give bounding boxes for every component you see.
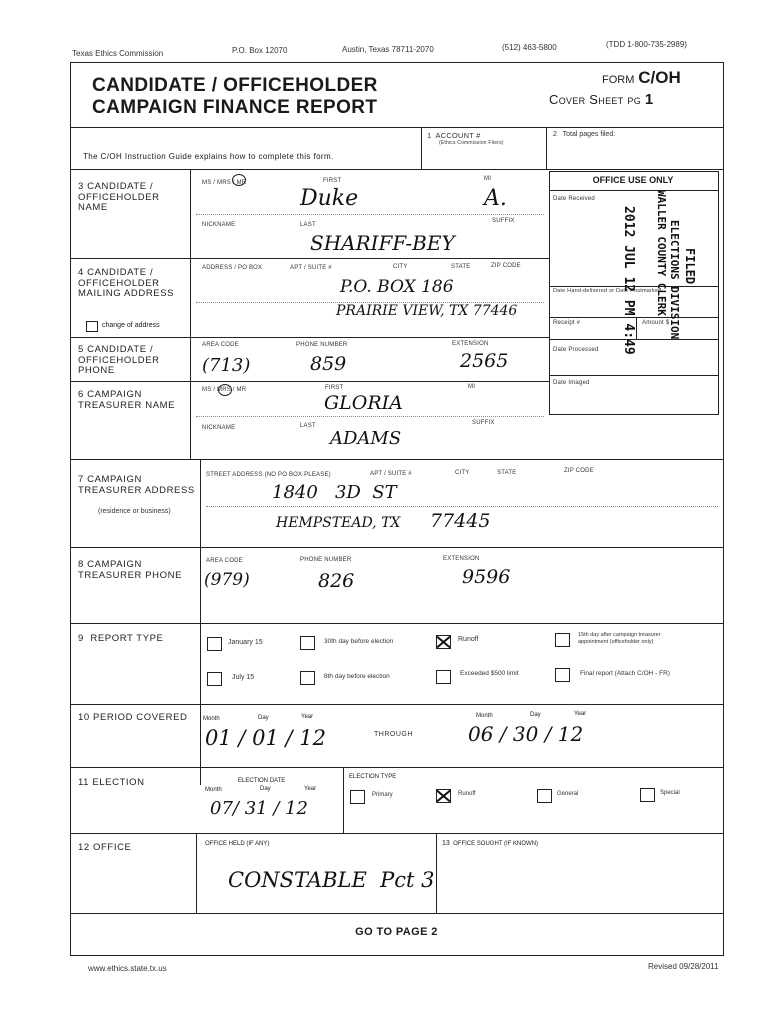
account-label: ACCOUNT #	[435, 131, 481, 140]
s3-suffix-label: SUFFIX	[492, 218, 515, 224]
election-runoff-checkbox[interactable]	[436, 789, 451, 803]
footer-revised: Revised 09/28/2011	[648, 962, 719, 971]
office-held-value[interactable]: CONSTABLE Pct 3	[228, 868, 435, 892]
section-7-num: 7	[78, 474, 84, 485]
section-9-label	[78, 634, 164, 645]
total-pages-num: 2	[553, 131, 557, 138]
candidate-phone-extension[interactable]: 2565	[460, 350, 509, 372]
section-9-text: REPORT TYPE	[90, 633, 164, 644]
report-exceeded-checkbox[interactable]	[436, 670, 451, 684]
treasurer-area-code[interactable]: (979)	[204, 570, 250, 590]
election-type-label: ELECTION TYPE	[349, 774, 397, 780]
candidate-first-name[interactable]: Duke	[300, 186, 359, 211]
section-5-text: CANDIDATE / OFFICEHOLDER PHONE	[78, 344, 160, 376]
receipt-label: Receipt #	[553, 320, 581, 326]
section-5-label	[78, 345, 188, 377]
s3-mi-label: MI	[484, 176, 492, 182]
s3-title-label: MS / MRS / MR	[202, 180, 247, 186]
section-13-text: OFFICE SOUGHT (IF KNOWN)	[453, 841, 539, 847]
s4-apt-label: APT / SUITE #	[290, 265, 332, 271]
form-prefix: FORM	[602, 74, 635, 86]
cover-sheet-label	[549, 91, 654, 108]
agency-city: Austin, Texas 78711-2070	[342, 45, 434, 54]
s7-sub-label: (residence or business)	[98, 508, 171, 515]
s7-state-label: STATE	[497, 470, 517, 476]
report-30day-checkbox[interactable]	[300, 636, 315, 650]
candidate-address-line2[interactable]: PRAIRIE VIEW, TX 77446	[336, 303, 518, 319]
report-jan15-label: January 15	[228, 639, 263, 646]
section-8-num: 8	[78, 559, 84, 570]
s4-zip-label: ZIP CODE	[491, 263, 521, 269]
section-3-label	[78, 182, 188, 214]
s6-mi-label: MI	[468, 384, 476, 390]
candidate-area-code[interactable]: (713)	[202, 355, 251, 376]
account-num: 1	[427, 131, 432, 140]
section-11-label	[78, 778, 145, 789]
election-date-label: ELECTION DATE	[238, 778, 286, 784]
s3-first-label: FIRST	[323, 178, 342, 184]
section-13-num: 13	[442, 840, 450, 847]
s7-street-label: STREET ADDRESS (NO PO BOX PLEASE)	[206, 472, 331, 478]
period-to-date[interactable]: 06 / 30 / 12	[468, 722, 584, 746]
report-jul15-checkbox[interactable]	[207, 672, 222, 686]
s3-title-circle	[232, 174, 246, 186]
report-jan15-checkbox[interactable]	[207, 637, 222, 651]
section-12-label	[78, 843, 131, 854]
agency-tdd: (TDD 1-800-735-2989)	[606, 40, 687, 49]
s6-suffix-label: SUFFIX	[472, 420, 495, 426]
s5-area-label: AREA CODE	[202, 342, 239, 348]
agency-phone: (512) 463-5800	[502, 43, 557, 52]
section-6-text: CAMPAIGN TREASURER NAME	[78, 389, 176, 411]
s11-day-label: Day	[260, 786, 271, 792]
section-3-text: CANDIDATE / OFFICEHOLDER NAME	[78, 181, 160, 213]
account-sub: (Ethics Commission Filers)	[439, 140, 504, 146]
section-4-label	[78, 268, 188, 300]
election-primary-checkbox[interactable]	[350, 790, 365, 804]
section-4-num: 4	[78, 267, 84, 278]
s5-ext-label: EXTENSION	[452, 341, 489, 347]
s4-city-label: CITY	[393, 264, 408, 270]
footer-website: www.ethics.state.tx.us	[88, 964, 167, 973]
total-pages-field[interactable]	[553, 131, 615, 138]
stamp-division: ELECTIONS DIVISION	[668, 220, 681, 340]
date-received-label: Date Received	[553, 196, 595, 202]
s3-last-label: LAST	[300, 222, 316, 228]
s4-state-label: STATE	[451, 264, 471, 270]
election-date[interactable]: 07/ 31 / 12	[210, 798, 309, 819]
s4-address-label: ADDRESS / PO BOX	[202, 265, 263, 271]
form-code	[602, 68, 681, 88]
election-primary-label: Primary	[372, 792, 393, 798]
account-number-field[interactable]	[427, 131, 504, 146]
treasurer-address-line1[interactable]: 1840 3D ST	[272, 482, 397, 503]
section-3-num: 3	[78, 181, 84, 192]
s10-to-year-label: Year	[574, 711, 587, 717]
s6-first-label: FIRST	[325, 385, 344, 391]
cover-sheet-text: Cover Sheet pg	[549, 92, 641, 107]
report-15day-label: 15th day after campaign treasurer appointment (officeholder only)	[578, 632, 661, 645]
stamp-date: 2012 JUL 12 PM 4:49	[621, 206, 636, 355]
hand-delivered-label: Date Hand-delivered or Date Postmarked	[553, 288, 662, 294]
s5-phone-label: PHONE NUMBER	[296, 342, 348, 348]
s11-month-label: Month	[205, 787, 222, 793]
date-imaged-label: Date Imaged	[553, 380, 590, 386]
form-code-value: C/OH	[638, 68, 681, 87]
s3-nickname-label: NICKNAME	[202, 222, 236, 228]
section-8-text: CAMPAIGN TREASURER PHONE	[78, 559, 183, 581]
treasurer-last-name[interactable]: ADAMS	[330, 428, 402, 449]
section-11-num: 11	[78, 777, 90, 788]
s6-title-circle	[218, 384, 232, 396]
election-runoff-label: Runoff	[458, 791, 476, 797]
section-10-label	[78, 713, 188, 724]
period-from-date[interactable]: 01 / 01 / 12	[205, 726, 327, 750]
treasurer-first-name[interactable]: GLORIA	[324, 392, 403, 414]
change-of-address-label: change of address	[102, 322, 160, 329]
report-final-label: Final report (Attach C/OH - FR)	[580, 670, 670, 677]
date-processed-label: Date Processed	[553, 347, 599, 353]
section-9-num: 9	[78, 633, 84, 644]
report-jul15-label: July 15	[232, 674, 255, 681]
election-general-label: General	[557, 791, 579, 797]
form-title-line2: CAMPAIGN FINANCE REPORT	[92, 97, 378, 118]
election-special-checkbox[interactable]	[640, 788, 655, 802]
s11-year-label: Year	[304, 786, 317, 792]
s6-title-label: MS / MRS / MR	[202, 387, 247, 393]
instructions-note: The C/OH Instruction Guide explains how to complete this form.	[83, 152, 334, 161]
stamp-office: WALLER COUNTY CLERK	[655, 190, 668, 316]
candidate-middle-initial[interactable]: A.	[484, 186, 507, 211]
page-number: 1	[644, 91, 654, 108]
section-11-text: ELECTION	[92, 777, 145, 788]
section-10-text: PERIOD COVERED	[93, 712, 188, 723]
office-held-label: OFFICE HELD (IF ANY)	[205, 841, 270, 847]
office-sought-field[interactable]	[442, 840, 538, 847]
report-30day-label: 30th day before election	[324, 638, 394, 645]
form-title-line1: CANDIDATE / OFFICEHOLDER	[92, 75, 378, 96]
section-4-text: CANDIDATE / OFFICEHOLDER MAILING ADDRESS	[78, 267, 175, 299]
office-use-title: OFFICE USE ONLY	[592, 175, 674, 185]
election-special-label: Special	[660, 790, 680, 796]
s6-last-label: LAST	[300, 423, 316, 429]
report-runoff-checkbox[interactable]	[436, 635, 451, 649]
s10-from-day-label: Day	[258, 715, 269, 721]
section-10-num: 10	[78, 712, 90, 723]
section-6-num: 6	[78, 389, 84, 400]
candidate-address-line1[interactable]: P.O. BOX 186	[340, 277, 454, 297]
s8-phone-label: PHONE NUMBER	[300, 557, 352, 563]
treasurer-phone-extension[interactable]: 9596	[462, 566, 511, 588]
go-to-page-2: GO TO PAGE 2	[355, 926, 438, 938]
s7-apt-label: APT / SUITE #	[370, 471, 412, 477]
treasurer-city[interactable]: HEMPSTEAD, TX	[276, 515, 401, 531]
section-8-label	[78, 560, 196, 581]
po-box: P.O. Box 12070	[232, 46, 288, 55]
report-exceeded-label: Exceeded $500 limit	[460, 670, 519, 677]
section-12-num: 12	[78, 842, 90, 853]
report-8day-checkbox[interactable]	[300, 671, 315, 685]
s7-zip-label: ZIP CODE	[564, 468, 594, 474]
section-5-num: 5	[78, 344, 84, 355]
report-final-checkbox[interactable]	[555, 668, 570, 682]
through-label: THROUGH	[374, 731, 413, 738]
treasurer-phone-number[interactable]: 826	[318, 570, 355, 592]
section-7-label	[78, 475, 196, 496]
stamp-filed: FILED	[683, 248, 697, 285]
s10-from-year-label: Year	[301, 714, 314, 720]
s10-from-month-label: Month	[203, 716, 220, 722]
report-15day-checkbox[interactable]	[555, 633, 570, 647]
report-8day-label: 8th day before election	[324, 673, 390, 680]
amount-label: Amount $	[642, 320, 670, 326]
candidate-phone-number[interactable]: 859	[310, 353, 347, 375]
section-6-label	[78, 390, 188, 411]
report-runoff-label: Runoff	[458, 636, 479, 643]
section-7-text: CAMPAIGN TREASURER ADDRESS	[78, 474, 195, 496]
s7-city-label: CITY	[455, 470, 470, 476]
treasurer-zip[interactable]: 77445	[430, 510, 491, 532]
s8-ext-label: EXTENSION	[443, 556, 480, 562]
election-general-checkbox[interactable]	[537, 789, 552, 803]
total-pages-label: Total pages filed:	[562, 131, 616, 138]
s6-nickname-label: NICKNAME	[202, 425, 236, 431]
section-12-text: OFFICE	[93, 842, 132, 853]
s10-to-day-label: Day	[530, 712, 541, 718]
agency-name: Texas Ethics Commission	[72, 49, 164, 58]
s8-area-label: AREA CODE	[206, 558, 243, 564]
change-of-address-checkbox[interactable]	[86, 321, 98, 332]
s10-to-month-label: Month	[476, 713, 493, 719]
candidate-last-name[interactable]: SHARIFF-BEY	[310, 231, 455, 255]
